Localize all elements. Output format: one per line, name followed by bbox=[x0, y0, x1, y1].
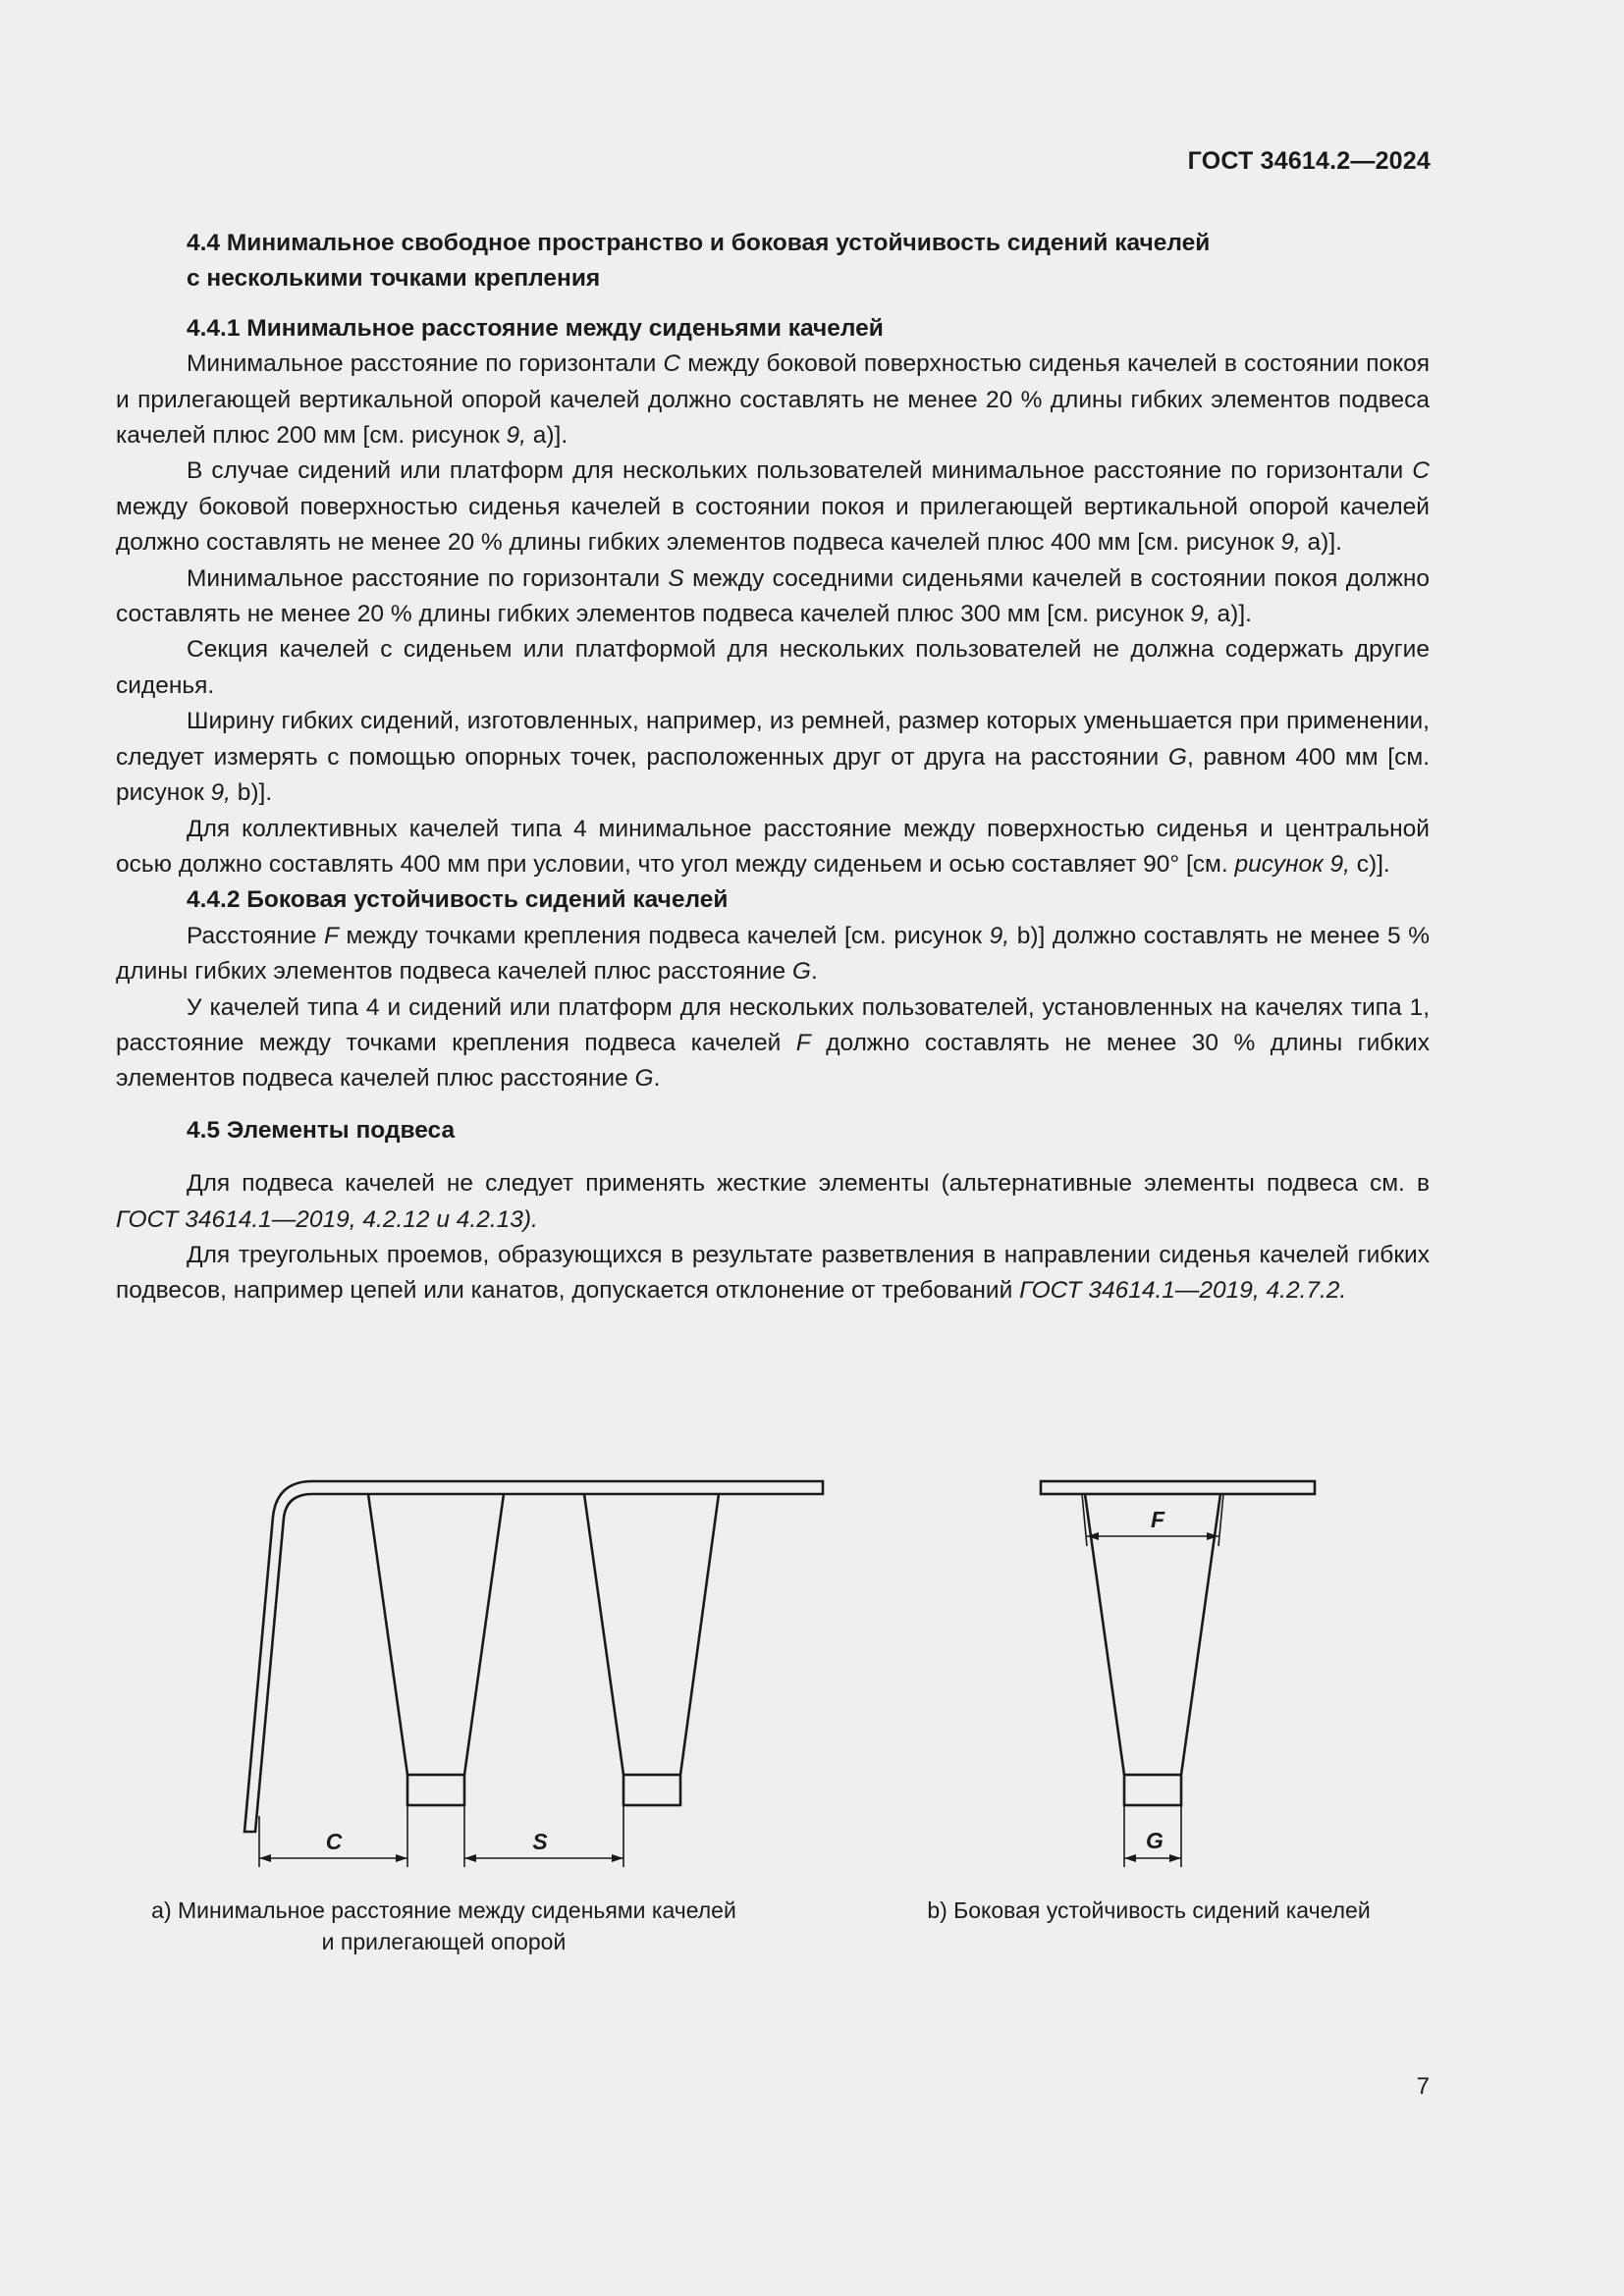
beam-outline-a bbox=[244, 1481, 823, 1832]
caption-figure-a bbox=[120, 1895, 768, 1957]
paragraph: У качелей типа 4 и сидений или платформ для нескольких пользователей, установленных на качелях типа 1, расстояние между точками крепления подвеса качелей F должно составлять не менее 30 % длины гибких элементов подвеса качелей плюс расстояние G. bbox=[116, 993, 1430, 1093]
paragraph: Расстояние F между точками крепления подвеса качелей [см. рисунок 9, b)] должно составлять не менее 5 % длины гибких элементов подвеса качелей плюс расстояние G. bbox=[116, 922, 1430, 986]
section-4-5-heading: 4.5 Элементы подвеса bbox=[187, 1116, 456, 1144]
page-number: 7 bbox=[1416, 2073, 1430, 2100]
paragraph: Для подвеса качелей не следует применять жесткие элементы (альтернативные элементы подвеса см. в ГОСТ 34614.1—2019, 4.2.12 и 4.2.13). bbox=[116, 1170, 1430, 1233]
section-4-4-2-heading: 4.4.2 Боковая устойчивость сидений качелей bbox=[187, 886, 729, 914]
beam-b bbox=[1041, 1481, 1315, 1494]
paragraph: Секция качелей с сиденьем или платформой для нескольких пользователей не должна содержать другие сиденья. bbox=[116, 636, 1430, 699]
label-s: S bbox=[532, 1829, 548, 1854]
label-f: F bbox=[1150, 1507, 1165, 1532]
caption-figure-b: b) Боковая устойчивость сидений качелей bbox=[927, 1897, 1371, 1923]
paragraph: Для треугольных проемов, образующихся в результате разветвления в направлении сиденья качелей гибких подвесов, например цепей или канатов, допускается отклонение от требований ГОСТ 34614.1—2019, 4.2.7.2. bbox=[116, 1241, 1430, 1305]
document-body bbox=[116, 226, 1430, 1309]
section-4-4-heading bbox=[116, 226, 1430, 297]
caption-a-line1: а) Минимальное расстояние между сиденьями качелей bbox=[151, 1897, 736, 1923]
paragraph: Ширину гибких сидений, изготовленных, например, из ремней, размер которых уменьшается при применении, следует измерять с помощью опорных точек, расположенных друг от друга на расстоянии G, равном 400 мм [см. рисунок 9, b)]. bbox=[116, 708, 1430, 807]
paragraph: Минимальное расстояние по горизонтали S между соседними сиденьями качелей в состоянии покоя должно составлять не менее 20 % длины гибких элементов подвеса качелей плюс 300 мм [см. рисунок 9, а)]. bbox=[116, 564, 1430, 628]
caption-a-line2: и прилегающей опорой bbox=[321, 1929, 567, 1954]
seat-2 bbox=[623, 1775, 680, 1805]
label-c: C bbox=[325, 1829, 343, 1854]
document-code: ГОСТ 34614.2—2024 bbox=[1187, 147, 1431, 175]
seat-1 bbox=[407, 1775, 464, 1805]
paragraph: В случае сидений или платформ для нескольких пользователей минимальное расстояние по горизонтали C между боковой поверхностью сиденья качелей в состоянии покоя и прилегающей вертикальной опорой качелей должно составлять не менее 20 % длины гибких элементов подвеса качелей плюс 400 мм [см. рисунок 9, а)]. bbox=[116, 457, 1430, 557]
section-4-4-title-line1: 4.4 Минимальное свободное пространство и боковая устойчивость сидений качелей bbox=[187, 230, 1211, 256]
paragraph: Минимальное расстояние по горизонтали C между боковой поверхностью сиденья качелей в состоянии покоя и прилегающей вертикальной опорой качелей должно составлять не менее 20 % длины гибких элементов подвеса качелей плюс 200 мм [см. рисунок 9, а)]. bbox=[116, 350, 1430, 450]
section-4-4-title-line2: с несколькими точками крепления bbox=[187, 265, 601, 293]
label-g: G bbox=[1146, 1828, 1164, 1853]
figure-swing-seats bbox=[0, 1468, 1624, 1880]
seat-b bbox=[1124, 1775, 1181, 1805]
paragraph: Для коллективных качелей типа 4 минимальное расстояние между поверхностью сиденья и центральной осью должно составлять 400 мм при условии, что угол между сиденьем и осью составляет 90° [см. рисунок 9, c)]. bbox=[116, 815, 1430, 878]
section-4-4-1-heading: 4.4.1 Минимальное расстояние между сиденьями качелей bbox=[187, 314, 884, 342]
